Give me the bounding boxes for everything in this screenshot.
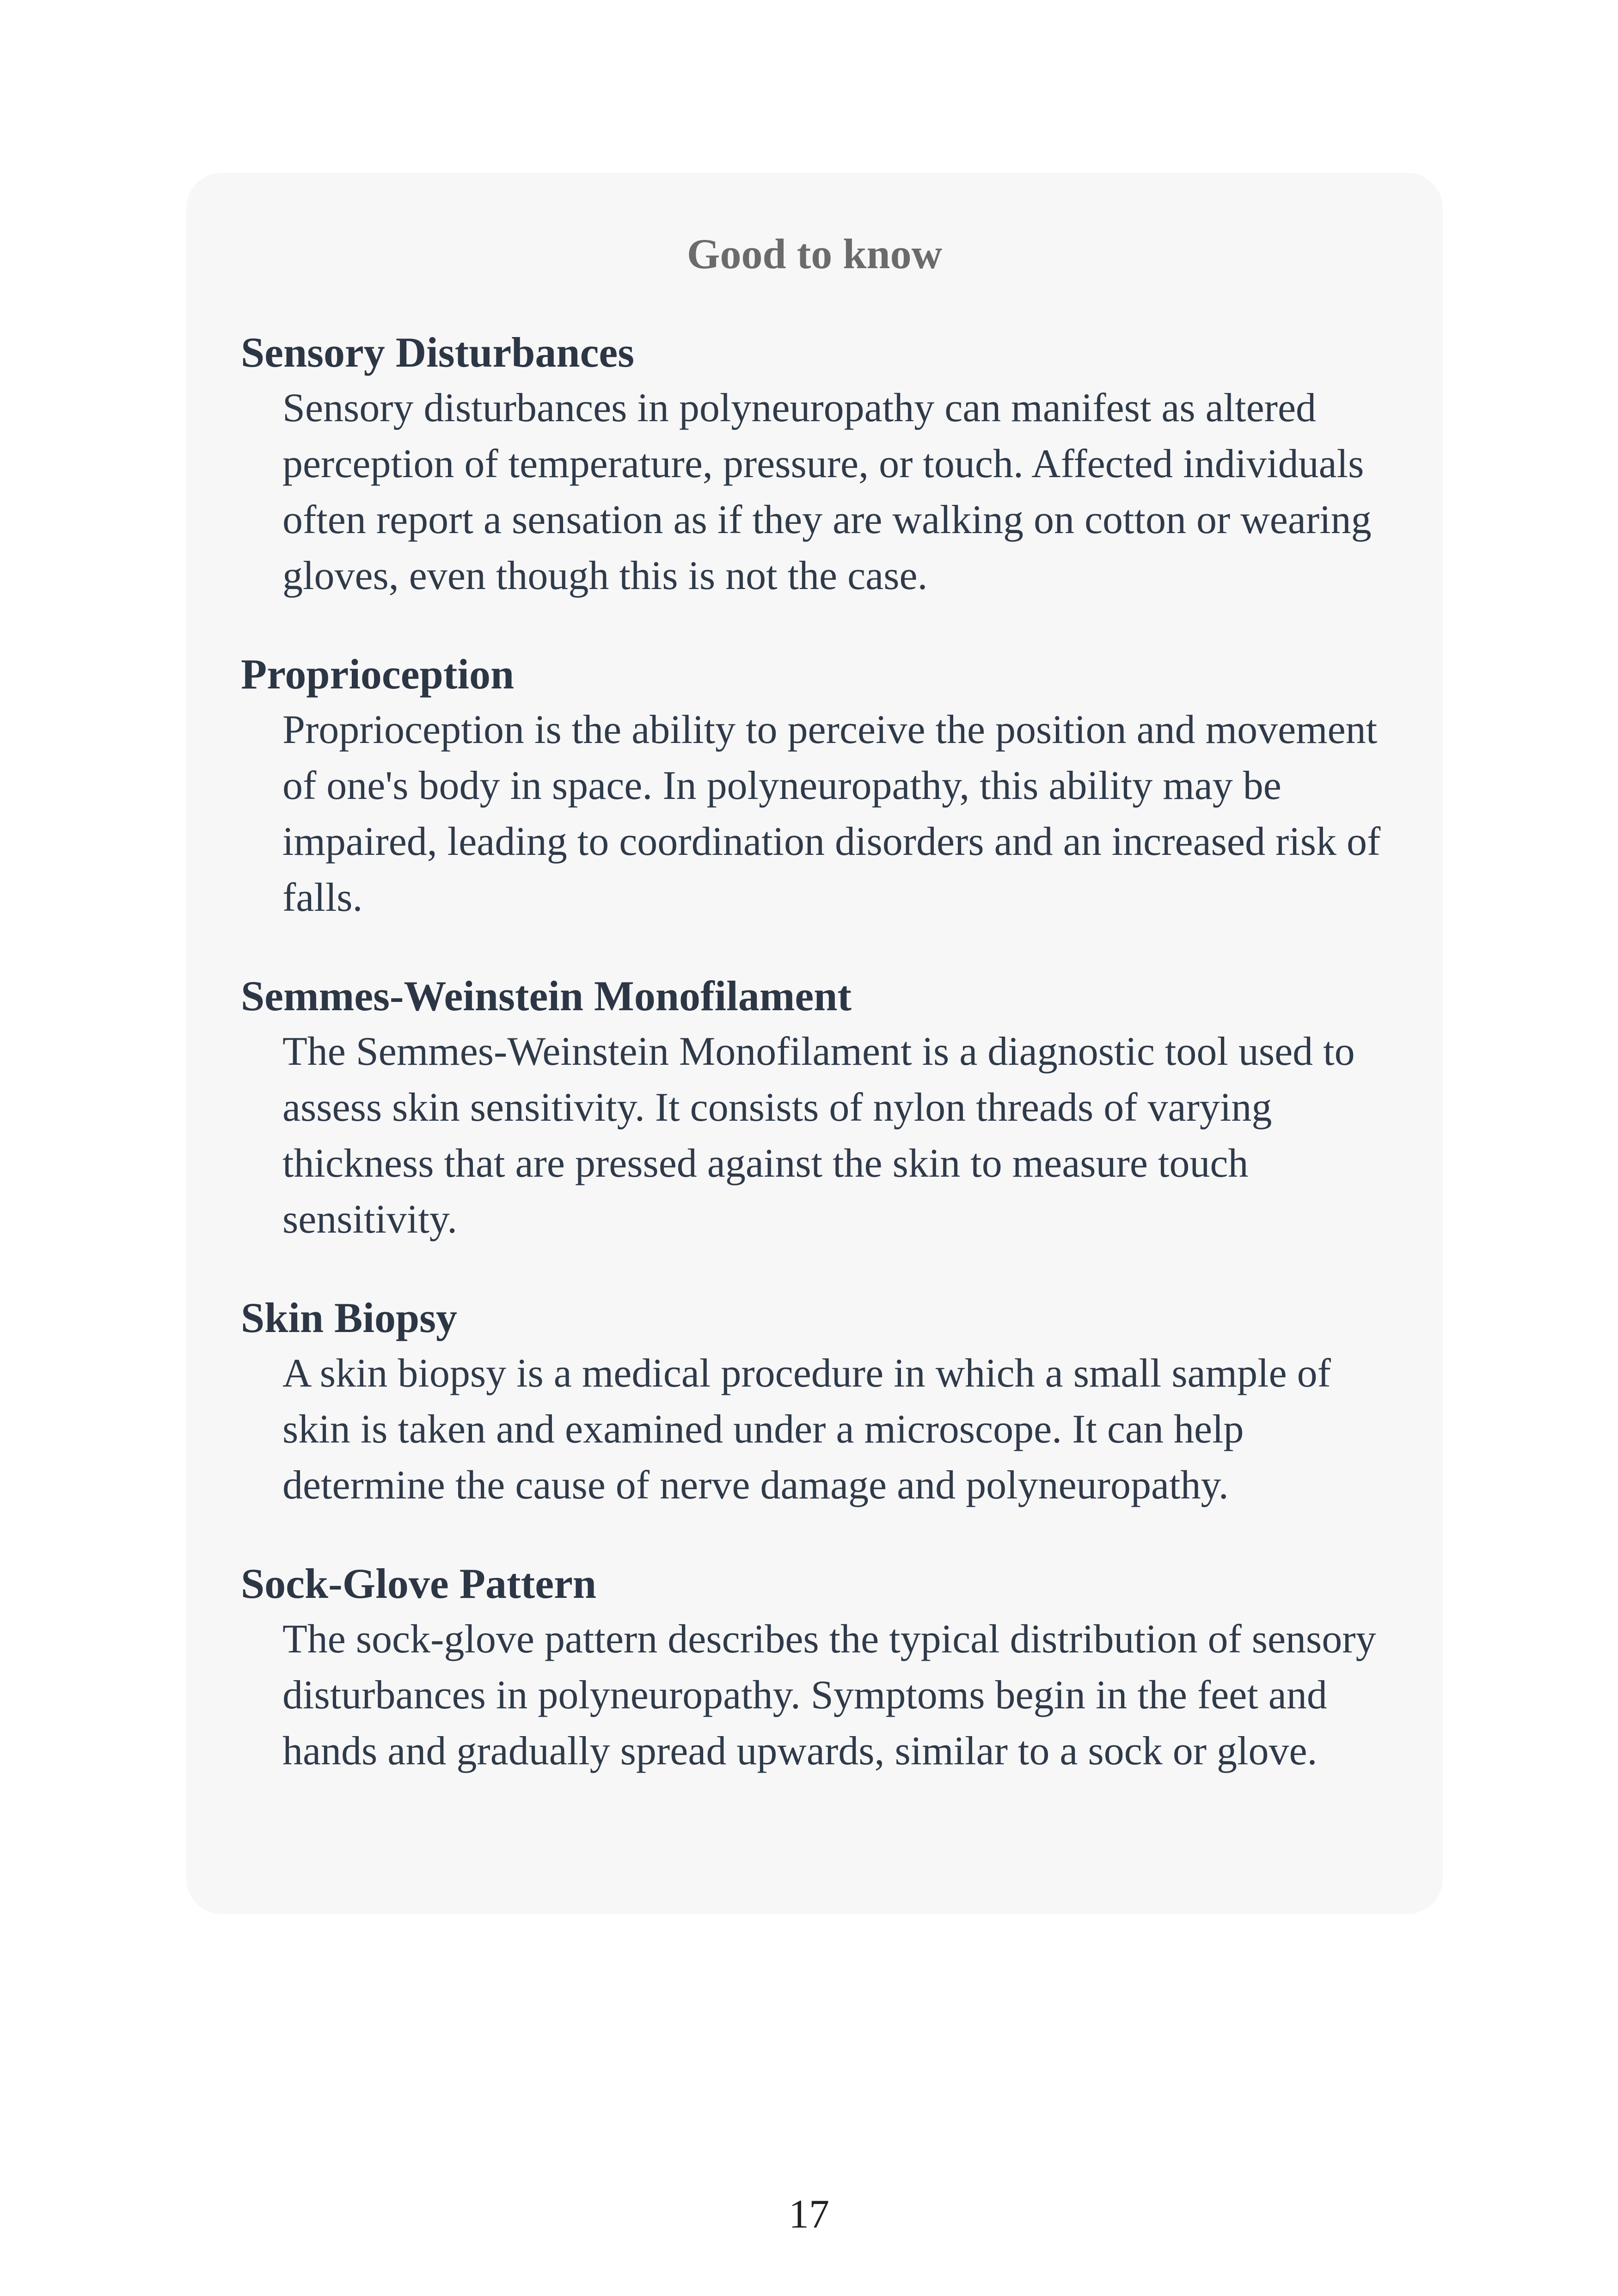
term-definition: Proprioception is the ability to perceive the position and movement of one's body in space. In polyneuropathy, this ability may be impaired, leading to coordination disorders and an increased risk of falls. (282, 707, 1381, 920)
term-skin-biopsy (241, 1290, 1397, 1513)
term-sensory-disturbances (241, 325, 1397, 604)
term-proprioception (241, 646, 1397, 926)
term-sock-glove-pattern (241, 1556, 1397, 1779)
good-to-know-box (186, 173, 1443, 1914)
term-heading: Semmes-Weinstein Monofilament (241, 972, 852, 1019)
term-definition: A skin biopsy is a medical procedure in which a small sample of skin is taken and examined under a microscope. It can help determine the cause of nerve damage and polyneuropathy. (282, 1351, 1331, 1508)
term-definition: The Semmes-Weinstein Monofilament is a diagnostic tool used to assess skin sensitivity. It consists of nylon threads of varying thickness that are pressed against the skin to measure touch sensitivity. (282, 1029, 1355, 1242)
term-heading: Sensory Disturbances (241, 329, 635, 376)
term-list (241, 325, 1397, 1822)
term-heading: Skin Biopsy (241, 1294, 457, 1341)
term-heading: Proprioception (241, 651, 515, 698)
term-definition: The sock-glove pattern describes the typical distribution of sensory disturbances in polyneuropathy. Symptoms begin in the feet and hands and gradually spread upwards, similar to a sock or glove. (282, 1617, 1376, 1774)
box-title: Good to know (686, 230, 943, 277)
term-definition: Sensory disturbances in polyneuropathy can manifest as altered perception of temperature, pressure, or touch. Affected individuals often report a sensation as if they are walking on cotton or wearing gloves, even though this is not the case. (282, 386, 1372, 598)
page-number: 17 (789, 2192, 829, 2237)
term-semmes-weinstein-monofilament (241, 968, 1397, 1247)
term-heading: Sock-Glove Pattern (241, 1560, 597, 1607)
